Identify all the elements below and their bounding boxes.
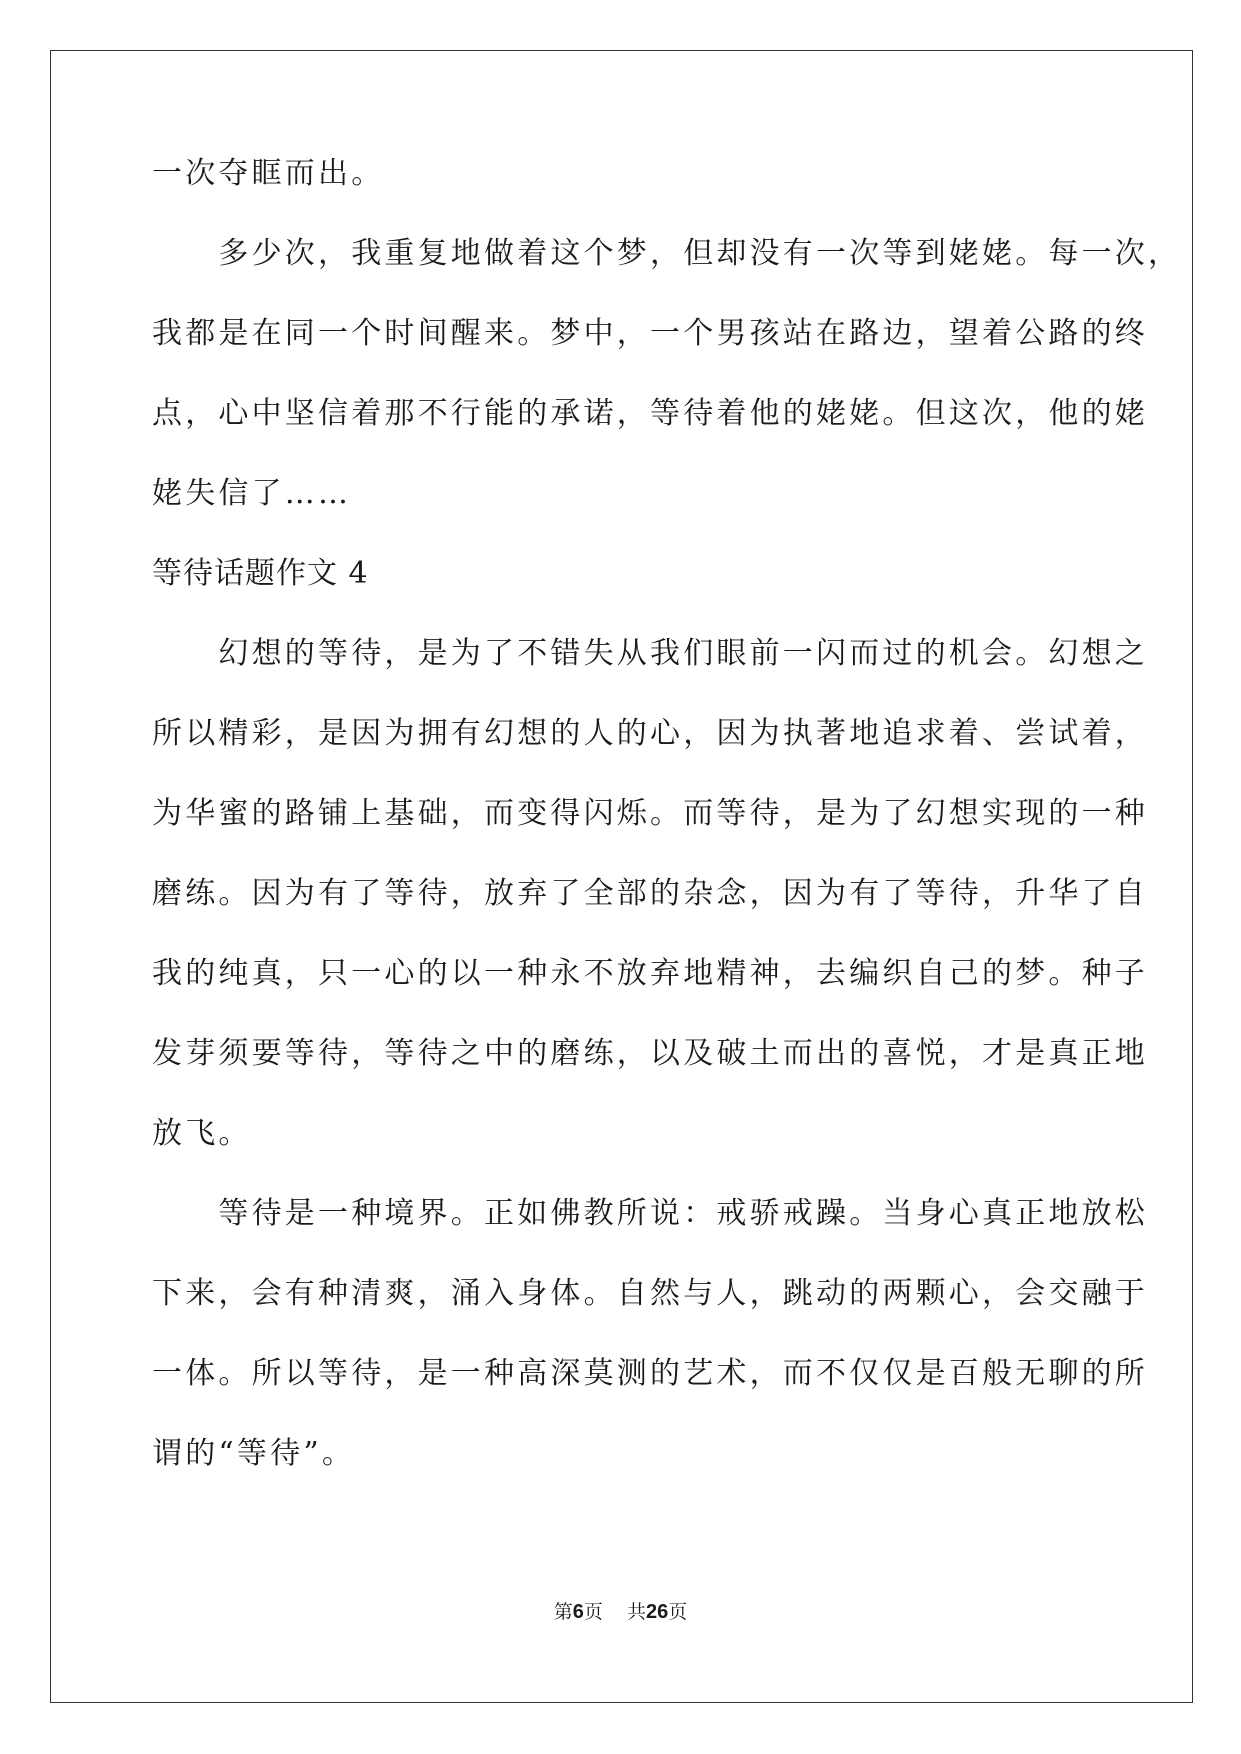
body-line-15: 下来，会有种清爽，涌入身体。自然与人，跳动的两颗心，会交融于: [152, 1276, 1148, 1311]
body-line-9: 为华蜜的路铺上基础，而变得闪烁。而等待，是为了幻想实现的一种: [152, 796, 1148, 831]
body-line-10: 磨练。因为有了等待，放弃了全部的杂念，因为有了等待，升华了自: [152, 876, 1148, 911]
body-line-3: 我都是在同一个时间醒来。梦中，一个男孩站在路边，望着公路的终: [152, 316, 1148, 351]
section-heading: 等待话题作文 4: [152, 556, 369, 591]
page-prefix: 第: [553, 1601, 573, 1623]
body-line-2: 多少次，我重复地做着这个梦，但却没有一次等到姥姥。每一次，: [152, 236, 1182, 271]
body-line-14: 等待是一种境界。正如佛教所说：戒骄戒躁。当身心真正地放松: [152, 1196, 1148, 1231]
body-line-4: 点，心中坚信着那不行能的承诺，等待着他的姥姥。但这次，他的姥: [152, 396, 1148, 431]
page-footer: [0, 1600, 1241, 1624]
page-number: 6: [572, 1601, 584, 1623]
body-line-11: 我的纯真，只一心的以一种永不放弃地精神，去编织自己的梦。种子: [152, 956, 1148, 991]
page-suffix: 页: [583, 1601, 603, 1623]
total-prefix: 共: [626, 1601, 646, 1623]
body-line-16: 一体。所以等待，是一种高深莫测的艺术，而不仅仅是百般无聊的所: [152, 1356, 1148, 1391]
total-pages: 26: [645, 1601, 669, 1623]
body-line-12: 发芽须要等待，等待之中的磨练，以及破土而出的喜悦，才是真正地: [152, 1036, 1148, 1071]
body-line-17: 谓的“等待”。: [152, 1436, 356, 1471]
body-line-5: 姥失信了……: [152, 476, 352, 511]
total-suffix: 页: [668, 1601, 688, 1623]
body-line-8: 所以精彩，是因为拥有幻想的人的心，因为执著地追求着、尝试着，: [152, 716, 1148, 751]
body-line-13: 放飞。: [152, 1116, 252, 1151]
body-line-1: 一次夺眶而出。: [152, 156, 385, 191]
body-line-7: 幻想的等待，是为了不错失从我们眼前一闪而过的机会。幻想之: [152, 636, 1148, 671]
